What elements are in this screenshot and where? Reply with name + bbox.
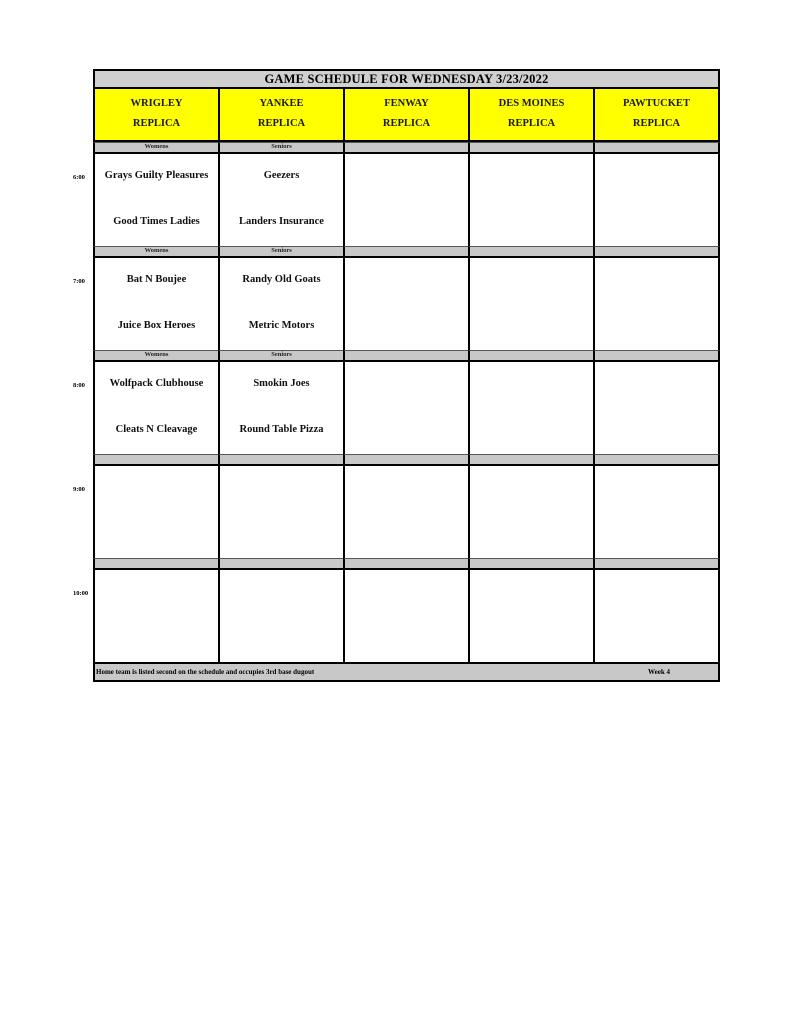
home-team: Landers Insurance xyxy=(239,216,324,227)
division-row xyxy=(93,142,720,152)
division-row xyxy=(93,454,720,464)
game-cell-wrigley xyxy=(93,360,218,454)
field-name: YANKEE xyxy=(259,98,304,109)
division-label-fenway xyxy=(343,454,468,464)
division-label-yankee: Seniors xyxy=(218,246,343,256)
division-label-des-moines xyxy=(468,558,593,568)
home-team: Round Table Pizza xyxy=(239,424,324,435)
division-label-wrigley: Womens xyxy=(93,142,218,152)
time-label: 10:00 xyxy=(73,590,89,597)
home-team: Cleats N Cleavage xyxy=(115,424,198,435)
game-row xyxy=(93,360,720,454)
division-label-yankee xyxy=(218,454,343,464)
time-slots xyxy=(93,142,720,662)
division-row xyxy=(93,350,720,360)
game-cell-wrigley xyxy=(93,152,218,246)
division-label-wrigley xyxy=(93,454,218,464)
division-row xyxy=(93,246,720,256)
game-cell-fenway xyxy=(343,360,468,454)
game-cell-wrigley xyxy=(93,568,218,662)
field-name: FENWAY xyxy=(384,98,429,109)
division-label-pawtucket xyxy=(593,454,720,464)
division-label-pawtucket xyxy=(593,558,720,568)
visiting-team: Randy Old Goats xyxy=(242,274,321,285)
field-name: PAWTUCKET xyxy=(623,98,690,109)
division-label-wrigley xyxy=(93,558,218,568)
division-label-des-moines xyxy=(468,350,593,360)
footer-note: Home team is listed second on the schedule and occupies 3rd base dugout xyxy=(96,668,315,676)
game-cell-yankee xyxy=(218,360,343,454)
visiting-team: Smokin Joes xyxy=(253,378,310,389)
game-cell-wrigley xyxy=(93,256,218,350)
game-cell-fenway xyxy=(343,256,468,350)
game-row xyxy=(93,464,720,558)
field-header-des-moines xyxy=(468,89,593,142)
field-subtitle: REPLICA xyxy=(507,118,556,129)
game-cell-fenway xyxy=(343,568,468,662)
game-cell-fenway xyxy=(343,464,468,558)
game-cell-yankee xyxy=(218,152,343,246)
game-row xyxy=(93,256,720,350)
game-cell-pawtucket xyxy=(593,256,720,350)
field-header-pawtucket xyxy=(593,89,720,142)
game-cell-pawtucket xyxy=(593,360,720,454)
division-label-des-moines xyxy=(468,246,593,256)
field-subtitle: REPLICA xyxy=(257,118,306,129)
game-row xyxy=(93,568,720,662)
schedule-title: GAME SCHEDULE FOR WEDNESDAY 3/23/2022 xyxy=(93,69,720,89)
division-label-yankee: Seniors xyxy=(218,142,343,152)
visiting-team: Wolfpack Clubhouse xyxy=(109,378,204,389)
week-label: Week 4 xyxy=(648,668,670,676)
visiting-team: Grays Guilty Pleasures xyxy=(104,170,209,181)
schedule-sheet xyxy=(93,69,720,682)
schedule-footer xyxy=(93,662,720,682)
field-header-wrigley xyxy=(93,89,218,142)
division-label-yankee: Seniors xyxy=(218,350,343,360)
game-cell-fenway xyxy=(343,152,468,246)
division-label-fenway xyxy=(343,350,468,360)
division-label-fenway xyxy=(343,142,468,152)
field-subtitle: REPLICA xyxy=(132,118,181,129)
game-cell-pawtucket xyxy=(593,568,720,662)
game-cell-des-moines xyxy=(468,464,593,558)
division-label-pawtucket xyxy=(593,142,720,152)
time-label: 6:00 xyxy=(73,174,85,181)
field-subtitle: REPLICA xyxy=(382,118,431,129)
home-team: Juice Box Heroes xyxy=(117,320,196,331)
time-label: 8:00 xyxy=(73,382,85,389)
game-cell-yankee xyxy=(218,464,343,558)
time-label: 9:00 xyxy=(73,486,85,493)
division-label-wrigley: Womens xyxy=(93,246,218,256)
game-cell-yankee xyxy=(218,256,343,350)
field-name: DES MOINES xyxy=(498,98,565,109)
game-cell-des-moines xyxy=(468,360,593,454)
division-label-des-moines xyxy=(468,454,593,464)
division-label-pawtucket xyxy=(593,350,720,360)
game-cell-pawtucket xyxy=(593,464,720,558)
visiting-team: Geezers xyxy=(263,170,300,181)
time-label: 7:00 xyxy=(73,278,85,285)
division-label-wrigley: Womens xyxy=(93,350,218,360)
game-cell-pawtucket xyxy=(593,152,720,246)
division-row xyxy=(93,558,720,568)
game-cell-des-moines xyxy=(468,568,593,662)
division-label-des-moines xyxy=(468,142,593,152)
home-team: Good Times Ladies xyxy=(113,216,200,227)
game-cell-wrigley xyxy=(93,464,218,558)
field-header-row xyxy=(93,89,720,142)
home-team: Metric Motors xyxy=(248,320,315,331)
game-cell-des-moines xyxy=(468,256,593,350)
game-cell-des-moines xyxy=(468,152,593,246)
field-name: WRIGLEY xyxy=(130,98,183,109)
game-row xyxy=(93,152,720,246)
visiting-team: Bat N Boujee xyxy=(126,274,187,285)
field-subtitle: REPLICA xyxy=(632,118,681,129)
division-label-fenway xyxy=(343,246,468,256)
field-header-fenway xyxy=(343,89,468,142)
division-label-fenway xyxy=(343,558,468,568)
field-header-yankee xyxy=(218,89,343,142)
division-label-pawtucket xyxy=(593,246,720,256)
game-cell-yankee xyxy=(218,568,343,662)
division-label-yankee xyxy=(218,558,343,568)
